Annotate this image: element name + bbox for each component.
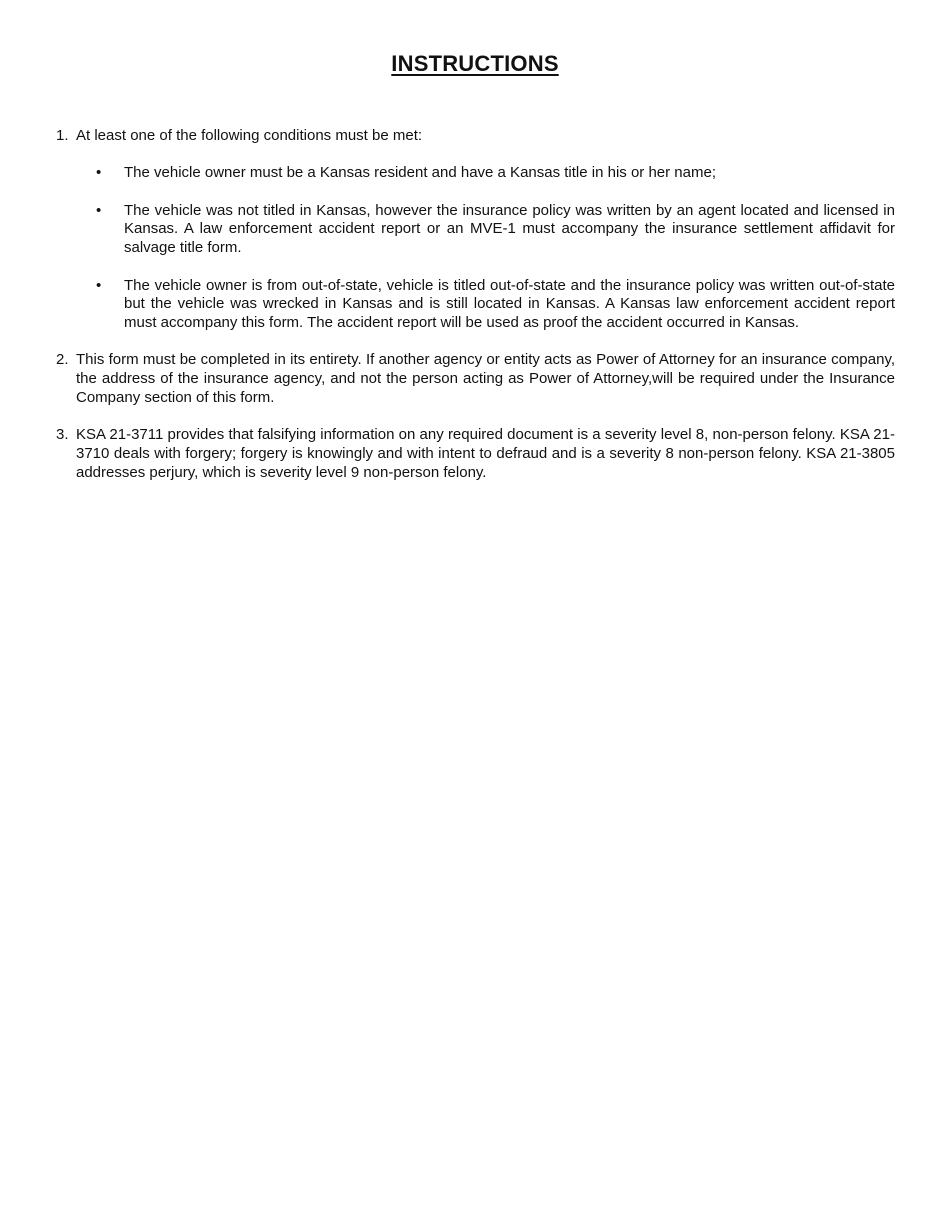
condition-text: The vehicle owner must be a Kansas resident and have a Kansas title in his or her name;: [124, 164, 716, 182]
bullet-point: •: [96, 164, 102, 182]
instruction-item-1: [56, 127, 895, 333]
instructions-list: [56, 127, 895, 482]
item-number: 1.: [56, 127, 69, 144]
condition-item-2: [76, 202, 895, 258]
instruction-item-3: [56, 426, 895, 482]
item-text: KSA 21-3711 provides that falsifying information on any required document is a severity level 8, non-person felony. KSA 21-3710 deals with forgery; forgery is knowingly and with intent to defraud and is a severity 8 non-person felony. KSA 21-3805 addresses perjury, which is severity level 9 non-person felony.: [76, 426, 895, 481]
page-title: INSTRUCTIONS: [391, 51, 559, 76]
bullet-point: •: [96, 201, 102, 219]
condition-item-1: [76, 164, 895, 183]
item-number: 3.: [56, 426, 69, 444]
condition-text: The vehicle was not titled in Kansas, however the insurance policy was written by an agent located and licensed in Kansas. A law enforcement accident report or an MVE-1 must accompany the insurance settlement affidavit for salvage title form.: [124, 201, 895, 257]
item-text: At least one of the following conditions must be met:: [76, 127, 423, 144]
condition-text: The vehicle owner is from out-of-state, vehicle is titled out-of-state and the insurance policy was written out-of-state but the vehicle was wrecked in Kansas and is still located in Kansas. A Kansas law enforcement accident report must accompany this form. The accident report will be used as proof the accident occurred in Kansas.: [124, 276, 895, 331]
bullet-point: •: [96, 276, 102, 294]
instruction-item-2: [56, 351, 895, 407]
condition-item-3: [76, 277, 895, 333]
item-number: 2.: [56, 351, 69, 369]
condition-list: [76, 164, 895, 332]
item-text: This form must be completed in its entirety. If another agency or entity acts as Power of Attorney for an insurance company, the address of the insurance agency, and not the person acting as Power of Attorney,will be required under the Insurance Company section of this form.: [76, 351, 895, 406]
